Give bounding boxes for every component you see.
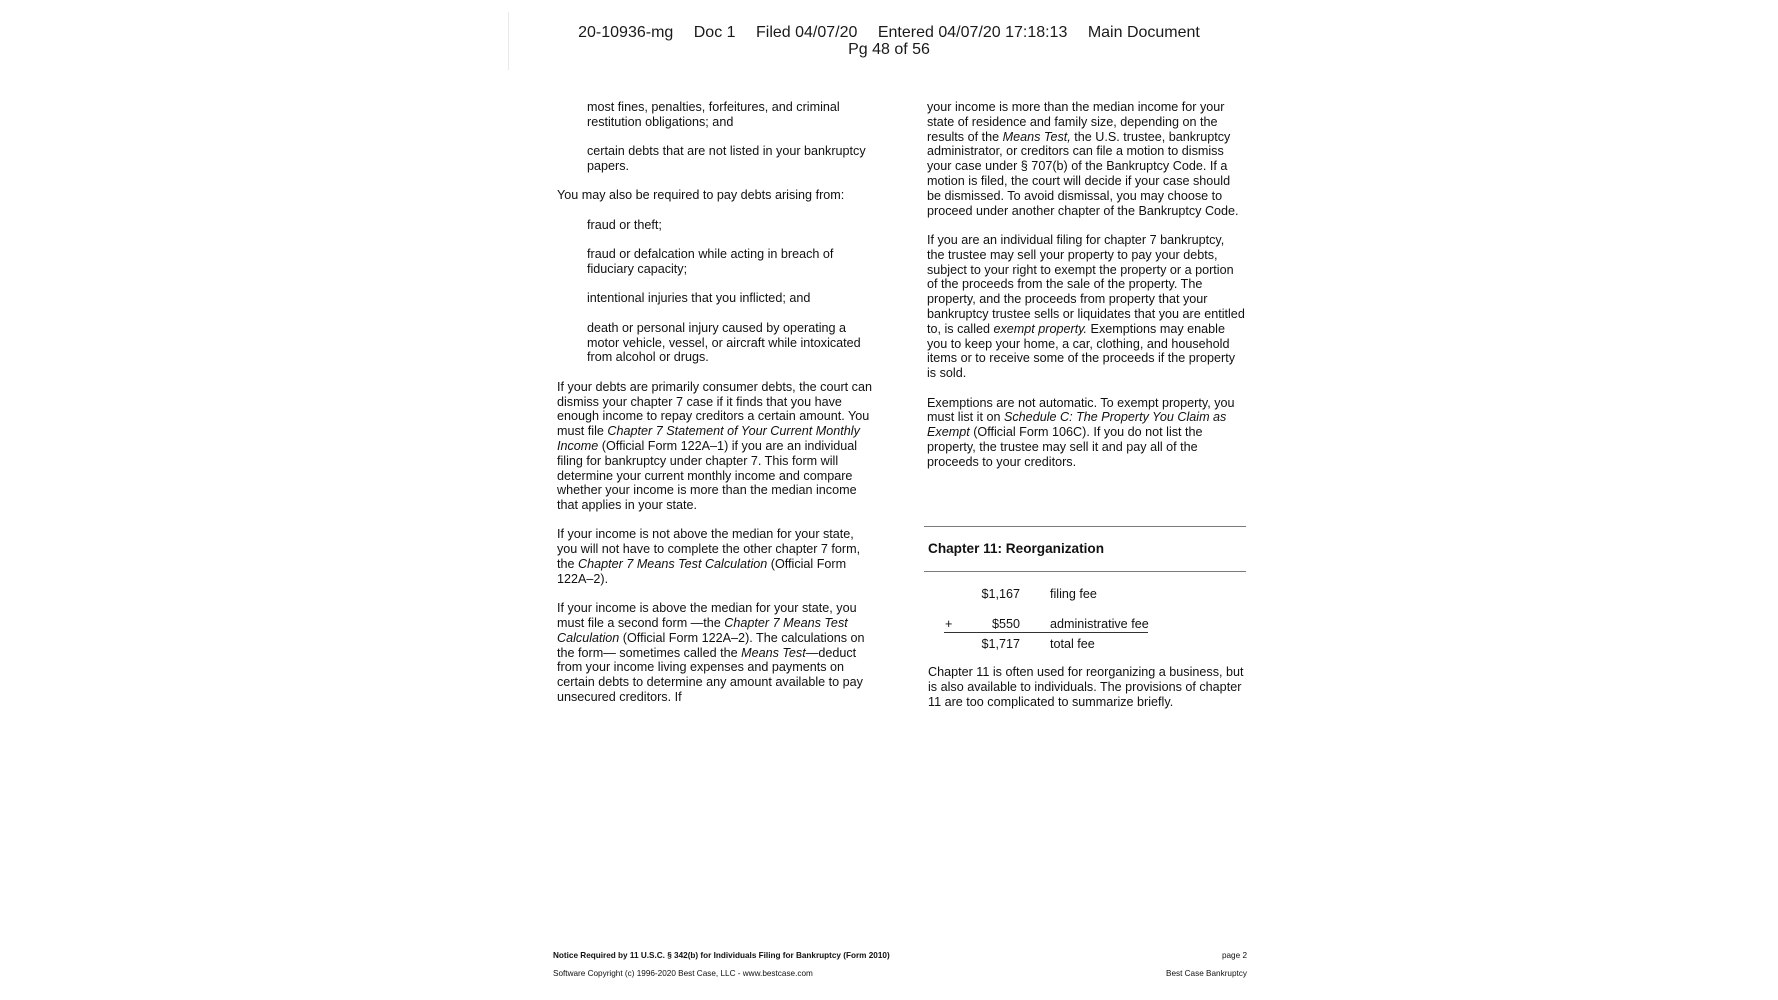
admin-fee-amount: $550	[991, 617, 1020, 631]
footer-page-label: page 2	[1221, 951, 1247, 960]
filing-header	[0, 24, 1778, 58]
document-type: Main Document	[1087, 24, 1200, 41]
paragraph-income-not-above: If your income is not above the median for your state, you will not have to complete the other chapter 7 form, the Chapter 7 Means Test Calculation (Official Form 122A–2).	[557, 527, 861, 586]
total-fee-label: total fee	[1050, 637, 1095, 651]
paragraph-trustee: If you are an individual filing for chapter 7 bankruptcy, the trustee may sell your property to pay your debts, subject to your right to exempt the property or a portion of the proceeds from the sale of the property. The property, and the proceeds from property that your bankruptcy trustee sells or liquidates that you are entitled to, is called exempt property. Exemptions may enable you to keep your home, a car, clothing, and household items or to receive some of the proceeds if the property is sold.	[927, 232, 1245, 381]
doc-number: Doc 1	[693, 24, 736, 41]
admin-fee-label: administrative fee	[1050, 617, 1149, 631]
sum-underline	[944, 632, 1148, 633]
list-item: fraud or theft;	[587, 217, 662, 232]
right-column	[927, 100, 1245, 484]
total-fee-amount: $1,717	[981, 637, 1020, 651]
filing-fee-amount: $1,167	[981, 587, 1020, 601]
chapter11-description: Chapter 11 is often used for reorganizing a business, but is also available to individuals. The provisions of chapter 11 are too complicated to summarize briefly.	[928, 665, 1244, 709]
list-item: death or personal injury caused by operating a motor vehicle, vessel, or aircraft while intoxicated from alcohol or drugs.	[587, 320, 861, 365]
footer-copyright: Software Copyright (c) 1996-2020 Best Case, LLC - www.bestcase.com	[553, 969, 813, 978]
filing-fee-label: filing fee	[1050, 587, 1097, 601]
paragraph-consumer-debts: If your debts are primarily consumer debts, the court can dismiss your chapter 7 case if it finds that you have enough income to repay creditors a certain amount. You must file Chapter 7 Statement of Your Current Monthly Income (Official Form 122A–1) if you are an individual filing for bankruptcy under chapter 7. This form will determine your current monthly income and compare whether your income is more than the median income that applies in your state.	[557, 379, 872, 513]
filed-date: Filed 04/07/20	[756, 24, 858, 41]
case-number: 20-10936-mg	[578, 24, 674, 41]
list-item: intentional injuries that you inflicted; and	[587, 291, 811, 306]
list-item: certain debts that are not listed in your bankruptcy papers.	[587, 144, 866, 173]
header-line	[0, 24, 1778, 41]
paragraph-means-test: your income is more than the median income for your state of residence and family size, depending on the results of the Means Test, the U.S. trustee, bankruptcy administrator, or creditors can file a motion to dismiss your case under § 707(b) of the Bankruptcy Code. If a motion is filed, the court will decide if your case should be dismissed. To avoid dismissal, you may choose to proceed under another chapter of the Bankruptcy Code.	[927, 100, 1239, 218]
section-title: Chapter 11: Reorganization	[928, 541, 1104, 556]
entered-date: Entered 04/07/20 17:18:13	[877, 24, 1068, 41]
footer-vendor: Best Case Bankruptcy	[1165, 969, 1247, 978]
page-count: Pg 48 of 56	[848, 41, 930, 58]
paragraph: You may also be required to pay debts arising from:	[557, 188, 845, 203]
plus-sign: +	[945, 617, 953, 631]
section-divider-top	[924, 526, 1246, 527]
list-item: most fines, penalties, forfeitures, and criminal restitution obligations; and	[587, 100, 840, 129]
list-item: fraud or defalcation while acting in breach of fiduciary capacity;	[587, 247, 834, 276]
paragraph-exemptions: Exemptions are not automatic. To exempt property, you must list it on Schedule C: The Property You Claim as Exempt (Official Form 106C). If you do not list the property, the trustee may sell it and pay all of the proceeds to your creditors.	[927, 395, 1235, 469]
left-column	[557, 100, 877, 719]
section-divider-bottom	[924, 571, 1246, 572]
footer-notice: Notice Required by 11 U.S.C. § 342(b) for Individuals Filing for Bankruptcy (Form 2010)	[553, 951, 890, 960]
paragraph-income-above: If your income is above the median for your state, you must file a second form —the Chapter 7 Means Test Calculation (Official Form 122A–2). The calculations on the form— sometimes called the Means Test—deduct from your income living expenses and payments on certain debts to determine any amount available to pay unsecured creditors. If	[557, 601, 865, 705]
